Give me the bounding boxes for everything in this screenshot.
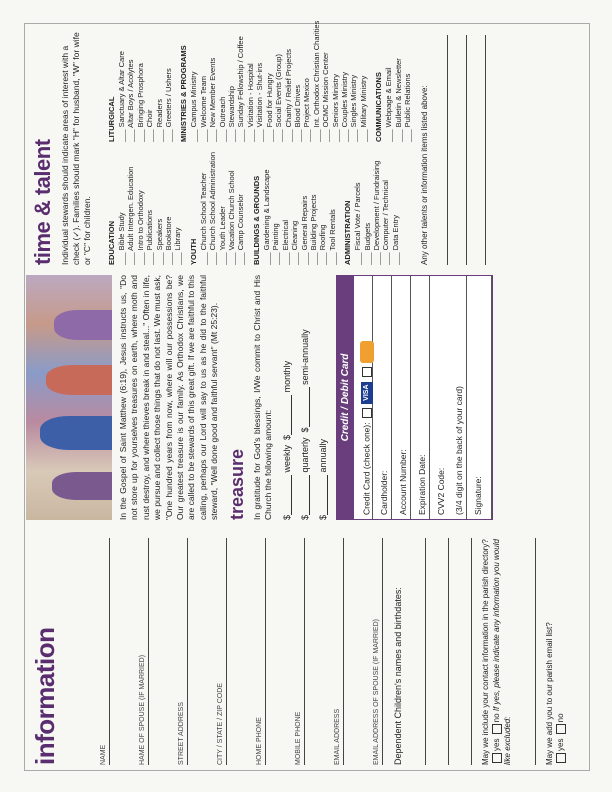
mastercard-checkbox[interactable] <box>362 367 372 377</box>
signature-field[interactable]: Signature: <box>467 276 492 519</box>
talent-item[interactable]: ___ Budgets <box>363 152 372 265</box>
info-field-1[interactable] <box>110 538 149 765</box>
talent-item[interactable]: ___ Campus Ministry <box>189 21 198 142</box>
talent-item[interactable]: ___ General Repairs <box>300 152 309 265</box>
talent-item[interactable]: ___ Seniors Ministry <box>331 21 340 142</box>
talent-group-heading: BUILDINGS & GROUNDS <box>251 175 261 265</box>
talent-item[interactable]: ___ New Member Events <box>208 21 217 142</box>
talent-item[interactable]: ___ Computer / Technical <box>381 152 390 265</box>
talent-grid <box>101 20 412 265</box>
directory-no-checkbox[interactable] <box>492 724 502 734</box>
credit-card-box <box>336 275 493 520</box>
talent-group-heading: COMMUNICATIONS <box>374 72 384 142</box>
info-field-7[interactable] <box>344 538 383 765</box>
talent-item[interactable]: ___ Bible Study <box>117 152 126 265</box>
other-line-2[interactable] <box>448 35 467 265</box>
visa-checkbox[interactable] <box>362 408 372 418</box>
talent-item[interactable]: ___ Readers <box>155 21 164 142</box>
talent-item[interactable]: ___ Blood Drives <box>293 21 302 142</box>
card-header: Credit / Debit Card <box>337 276 354 519</box>
talent-item[interactable]: ___ Church School Teacher <box>199 152 208 265</box>
info-field-0[interactable] <box>71 538 110 765</box>
directory-question-text: May we include your contact information in the parish directory? <box>481 539 490 765</box>
directory-no-label: no <box>492 713 501 723</box>
talent-item[interactable]: ___ Singles Ministry <box>349 21 358 142</box>
talent-item[interactable]: ___ Vacation Church School <box>227 152 236 265</box>
pledge-row-3 <box>318 275 328 520</box>
dollar-sign: $ <box>300 427 311 433</box>
children-line-2[interactable] <box>426 538 449 765</box>
children-line-3[interactable] <box>449 538 472 765</box>
email-yes-label: yes <box>556 738 565 751</box>
annual-amount[interactable] <box>318 475 328 515</box>
dollar-sign: $ <box>318 514 329 520</box>
talent-item[interactable]: ___ Stewardship <box>227 21 236 142</box>
talent-item[interactable]: ___ Gardening & Landscape <box>262 152 271 265</box>
figure-shape <box>52 472 112 500</box>
other-line-3[interactable] <box>467 35 486 265</box>
talent-item[interactable]: ___ Publications <box>145 152 154 265</box>
figure-shape <box>46 365 112 395</box>
talent-item[interactable]: ___ Bookstore <box>164 152 173 265</box>
talent-item[interactable]: ___ Painting <box>271 152 280 265</box>
rotated-brochure <box>26 20 586 765</box>
talent-group-heading: EDUCATION <box>107 220 116 265</box>
quarterly-amount[interactable] <box>300 475 310 515</box>
talent-item[interactable]: ___ Library <box>173 152 182 265</box>
email-question <box>544 530 566 765</box>
monthly-amount[interactable] <box>282 395 292 435</box>
talent-item[interactable]: ___ Visitation - Hospital <box>246 21 255 142</box>
talent-item[interactable]: ___ Electrical <box>281 152 290 265</box>
talent-item[interactable]: ___ Bulletin & Newsletter <box>394 21 403 142</box>
talent-item[interactable]: ___ Outreach <box>218 21 227 142</box>
account-number-field[interactable]: Account Number: <box>392 276 411 519</box>
talent-item[interactable]: ___ Visitation - Shut-ins <box>255 21 264 142</box>
talent-item[interactable]: ___ Couples Ministry <box>340 21 349 142</box>
email-yes-checkbox[interactable] <box>556 753 566 763</box>
info-field-label: HAME OF SPOUSE (IF MARRIED) <box>139 654 146 765</box>
quarterly-label: quarterly <box>300 437 311 473</box>
talent-item[interactable]: ___ Cleaning <box>290 152 299 265</box>
annually-label: annually <box>318 438 329 473</box>
info-field-label: EMAIL ADDRESS <box>334 708 341 765</box>
figure-shape <box>54 310 112 340</box>
pledge-intro: In gratitude for God's blessings, I/We commit to Christ and His Church the following amount: <box>251 275 274 520</box>
talent-item[interactable]: ___ Greeters / Ushers <box>164 21 173 142</box>
treasure-panel <box>26 275 586 520</box>
info-field-6[interactable] <box>305 538 344 765</box>
talent-item[interactable]: ___ Fiscal Vote / Parcels <box>353 152 362 265</box>
talent-item[interactable]: ___ Charity / Relief Projects <box>284 21 293 142</box>
talent-column <box>101 152 412 265</box>
talent-item[interactable]: ___ Development / Fundraising <box>372 152 381 265</box>
directory-note: If yes, please indicate any information you would like excluded: <box>492 539 512 765</box>
cvv-field[interactable]: CVV2 Code: <box>436 467 447 515</box>
matthew-passage: In the Gospel of Saint Matthew (6:19), Jesus instructs us, "Do not store up for yourselves treasures on earth, where moth and rust destroy, and where thieves break in and steal..." Often in life, we pursue and collect those things that do not last. We must ask, "One hundred years from now, where will our possessions be? Our greatest treasure is our family. As Orthodox Christians, we are called to be stewards of this great gift. If we are faithful to this calling, perhaps our Lord will say to us as he did to the faithful steward, "Well done good and faithful servant" (Mt 25:23). <box>118 275 220 520</box>
pledge-row-2 <box>300 275 310 520</box>
semi-label: semi-annually <box>300 329 311 385</box>
directory-yes-checkbox[interactable] <box>492 753 502 763</box>
info-field-2[interactable] <box>149 538 188 765</box>
other-line-1[interactable] <box>429 35 448 265</box>
talent-item[interactable]: ___ Project Mexico <box>302 21 311 142</box>
expiration-field[interactable]: Expiration Date: <box>411 276 430 519</box>
talent-item[interactable]: ___ Intro to Orthodoxy <box>136 152 145 265</box>
talent-item[interactable]: ___ Choir <box>145 21 154 142</box>
children-line-1[interactable] <box>403 538 426 765</box>
pledge-row-1 <box>282 275 292 520</box>
info-field-4[interactable] <box>227 538 266 765</box>
talent-column <box>101 21 412 142</box>
email-question-text: May we add you to our parish email list? <box>545 622 554 765</box>
info-field-label: EMAIL ADDRESS OF SPOUSE (IF MARRIED) <box>373 619 380 765</box>
weekly-label: weekly <box>282 444 293 473</box>
treasure-title: treasure <box>226 448 247 520</box>
talent-group-heading: YOUTH <box>188 238 198 265</box>
talent-item[interactable]: ___ Data Entry <box>391 152 400 265</box>
directory-yes-label: yes <box>492 738 501 751</box>
other-talents-label: Any other talents or information items listed above: <box>420 85 430 265</box>
cvv-note: (3/4 digit on the back of your card) <box>448 276 467 519</box>
card-type-row <box>354 276 373 519</box>
talent-item[interactable]: ___ Welcome Team <box>199 21 208 142</box>
talent-item[interactable]: ___ Webpage & Email <box>384 21 393 142</box>
children-label: Dependent Children's names and birthdates: <box>393 587 403 765</box>
visa-logo: VISA <box>361 382 373 404</box>
info-field-label: STREET ADDRESS <box>178 702 185 765</box>
information-panel <box>26 530 586 765</box>
card-type-label: Credit Card (check one): <box>361 422 372 515</box>
icon-illustration <box>26 275 112 520</box>
time-talent-title: time & talent <box>30 139 55 265</box>
info-field-label: CITY / STATE / ZIP CODE <box>217 683 224 765</box>
talent-item[interactable]: ___ Youth Leader <box>218 152 227 265</box>
information-title: information <box>30 627 60 765</box>
dollar-sign: $ <box>282 434 293 440</box>
info-field-label: NAME <box>100 744 107 765</box>
semi-amount[interactable] <box>300 387 310 427</box>
talent-item[interactable]: ___ Roofing <box>318 152 327 265</box>
email-no-label: no <box>556 713 565 723</box>
info-field-label: MOBILE PHONE <box>295 711 302 765</box>
talent-item[interactable]: ___ Food for Hungry <box>265 21 274 142</box>
talent-group-heading: MINISTRIES & PROGRAMS <box>179 45 189 142</box>
talent-item[interactable]: ___ Public Relations <box>403 21 412 142</box>
dollar-sign: $ <box>282 514 293 520</box>
talent-item[interactable]: ___ Social Events (Group) <box>274 21 283 142</box>
time-talent-panel <box>26 20 586 265</box>
talent-item[interactable]: ___ OCMC Mission Center <box>321 21 330 142</box>
talent-item[interactable]: ___ Speakers <box>155 152 164 265</box>
talent-item[interactable]: ___ Tool Rentals <box>328 152 337 265</box>
directory-question <box>480 530 513 765</box>
dollar-sign: $ <box>300 514 311 520</box>
weekly-amount[interactable] <box>282 475 292 515</box>
talent-item[interactable]: ___ Adult Intergen. Education <box>126 152 135 265</box>
talent-group-heading: LITURGICAL <box>107 96 116 142</box>
info-field-5[interactable] <box>266 538 305 765</box>
figure-shape <box>40 416 112 450</box>
talent-item[interactable]: ___ Bringing Prosphora <box>136 21 145 142</box>
talent-item[interactable]: ___ Church School Administration <box>208 152 217 265</box>
talent-group-heading: ADMINISTRATION <box>343 200 353 265</box>
talent-item[interactable]: ___ Sunday Fellowship / Coffee <box>236 21 245 142</box>
info-field-label: HOME PHONE <box>256 717 263 765</box>
talent-item[interactable]: ___ Altar Boys / Acolytes <box>126 21 135 142</box>
time-talent-intro: Individual stewards should indicate areas of interest with a check (✓). Families should mark "H" for husband, "W" for wife or "C" for children. <box>60 32 92 265</box>
info-field-3[interactable] <box>188 538 227 765</box>
monthly-label: monthly <box>282 360 293 393</box>
cardholder-field[interactable]: Cardholder: <box>373 276 392 519</box>
email-no-checkbox[interactable] <box>556 724 566 734</box>
talent-item[interactable]: ___ Camp Counselor <box>236 152 245 265</box>
excluded-info-line[interactable] <box>513 538 536 765</box>
talent-item[interactable]: ___ Building Projects <box>309 152 318 265</box>
mastercard-logo <box>360 341 374 363</box>
talent-item[interactable]: ___ Military Ministry <box>359 21 368 142</box>
talent-item[interactable]: ___ Int. Orthodox Christian Charities <box>312 21 321 142</box>
talent-item[interactable]: ___ Sanctuary & Altar Care <box>117 21 126 142</box>
